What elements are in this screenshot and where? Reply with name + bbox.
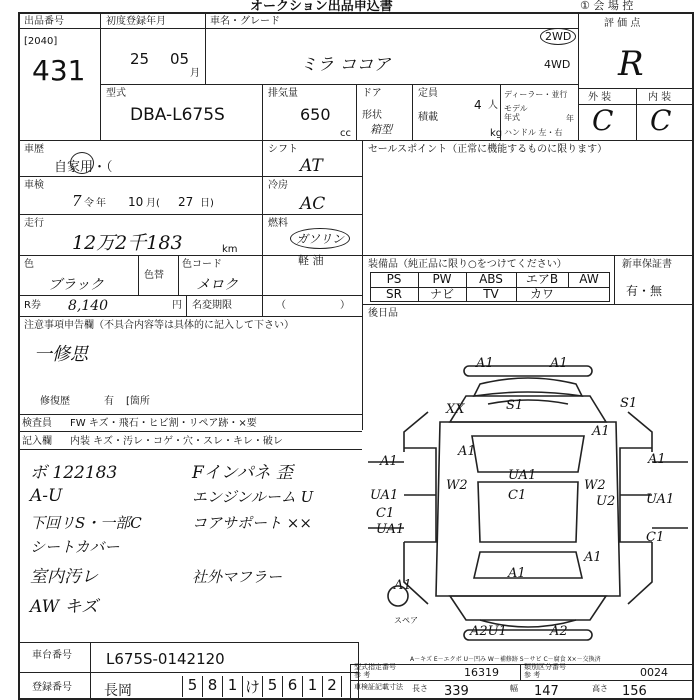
height-value: 156 xyxy=(622,684,647,699)
car-damage-diagram xyxy=(368,352,688,648)
handwritten-left-2: A-U xyxy=(30,486,63,506)
registration-month: 05 xyxy=(170,50,190,68)
damage-label: W2 xyxy=(584,478,606,493)
divider xyxy=(18,176,362,177)
equipment-pw: PW xyxy=(432,272,452,286)
plate-digit: 1 xyxy=(222,676,242,697)
handwritten-right-1: Fインパネ 歪 xyxy=(192,463,294,483)
mileage-label: 走行 xyxy=(24,218,44,229)
plate-label: 登録番号 xyxy=(32,682,72,693)
divider xyxy=(18,28,578,29)
class-label: 類別区分番号 xyxy=(524,663,566,671)
inspection-month-unit: 月( xyxy=(146,198,160,209)
divider xyxy=(18,140,694,141)
lot-number: 431 xyxy=(32,54,86,87)
name-change-label: 名変期限 xyxy=(192,300,232,311)
shape-ref-value: 16319 xyxy=(464,666,499,679)
damage-label: A1 xyxy=(458,444,476,459)
damage-label: S1 xyxy=(620,396,638,411)
recycle-label: R券 xyxy=(24,300,41,311)
height-label: 高さ xyxy=(592,684,608,693)
repair-location: [箇所 xyxy=(126,396,150,407)
divider xyxy=(18,414,362,415)
shape-label: 形状 xyxy=(362,110,382,121)
lot-code: [2040] xyxy=(24,36,58,47)
divider xyxy=(362,304,694,305)
drive-2wd: 2WD xyxy=(540,28,576,45)
fuel-label: 燃料 xyxy=(268,218,288,229)
damage-label: A1 xyxy=(550,356,568,371)
divider xyxy=(262,140,263,316)
damage-label: A1 xyxy=(380,454,398,469)
plate-digit: 1 xyxy=(302,676,322,697)
plate-digit: 5 xyxy=(182,676,202,697)
exterior-value: C xyxy=(592,104,614,137)
damage-label: U2 xyxy=(596,494,616,509)
type-label: 型式 xyxy=(106,88,126,99)
damage-label: UA1 xyxy=(376,522,405,537)
plate-digit: 5 xyxy=(262,676,282,697)
sales-point-label: セールスポイント（正常に機能するものに限ります） xyxy=(368,144,608,155)
load-unit: kg xyxy=(490,128,503,139)
chassis-label: 車台番号 xyxy=(32,650,72,661)
spare-label: スペア xyxy=(394,616,418,625)
rear-seat-label: 後日品 xyxy=(368,308,398,319)
damage-label: C1 xyxy=(508,488,527,503)
damage-label: S1 xyxy=(506,398,524,413)
mileage-unit: km xyxy=(222,244,238,255)
damage-label: A1 xyxy=(584,550,602,565)
width-label: 幅 xyxy=(510,684,518,693)
recycle-value: 8,140 xyxy=(68,298,109,314)
divider xyxy=(90,642,91,700)
inspection-year-unit: 年 xyxy=(96,198,106,209)
equipment-navi: ナビ xyxy=(429,287,454,301)
registration-month-unit: 月 xyxy=(190,68,200,79)
ac-value: AC xyxy=(300,194,326,214)
drive-4wd: 4WD xyxy=(544,58,571,71)
damage-label: A1 xyxy=(476,356,494,371)
divider xyxy=(18,316,362,317)
shape-ref-label: 型式指定番号 xyxy=(354,663,396,671)
damage-label: C1 xyxy=(646,530,665,545)
interior-label: 内 装 xyxy=(648,92,672,103)
grade-value: R xyxy=(618,44,644,84)
handwritten-left-3: 下回リS・一部C xyxy=(30,514,142,532)
notes-label: 注意事項申告欄（不具合内容等は具体的に記入して下さい） xyxy=(24,320,294,331)
shift-value: AT xyxy=(300,156,323,176)
plate-digit: 6 xyxy=(282,676,302,697)
repair-label: 修復歴 xyxy=(40,396,70,407)
fuel-gasoline: ガソリン xyxy=(290,228,350,249)
capacity-label: 定員 xyxy=(418,88,438,99)
warranty-label: 新車保証書 xyxy=(622,259,672,270)
equipment-label: 装備品（純正品に限り○をつけてください） xyxy=(368,259,567,270)
repair-value: 有 xyxy=(104,396,114,407)
lot-label: 出品番号 xyxy=(24,16,64,27)
usage-label: 車歴 xyxy=(24,144,44,155)
handwritten-right-2: エンジンルーム U xyxy=(192,488,314,506)
length-value: 339 xyxy=(444,684,469,699)
damage-label: A1 xyxy=(508,566,526,581)
divider xyxy=(178,255,179,295)
inspector-label: 検査員 xyxy=(22,418,52,429)
damage-label: UA1 xyxy=(370,488,399,503)
fuel-diesel: 軽 油 xyxy=(298,254,324,267)
divider xyxy=(138,255,139,295)
usage-value: 自家用・（ xyxy=(54,160,113,175)
type-value: DBA-L675S xyxy=(130,105,225,125)
door-label: ドア xyxy=(362,88,382,99)
registration-label: 初度登録年月 xyxy=(106,16,166,27)
form-title: オークション出品申込書 xyxy=(250,0,393,14)
divider xyxy=(636,88,637,140)
grade-label: 評 価 点 xyxy=(604,18,641,29)
mileage-value: 12万2千183 xyxy=(72,232,183,254)
divider xyxy=(205,12,206,84)
divider xyxy=(578,12,579,140)
divider xyxy=(18,672,358,673)
shift-label: シフト xyxy=(268,144,298,155)
model-name-value: ミラ ココア xyxy=(300,55,391,75)
ac-label: 冷房 xyxy=(268,180,288,191)
color-code-label: 色コード xyxy=(182,259,222,270)
damage-label: W2 xyxy=(446,478,468,493)
capacity-value: 4 xyxy=(474,98,482,112)
interior-value: C xyxy=(650,104,672,137)
size-label: 車検証記載寸法 xyxy=(354,683,403,691)
plate-digit: け xyxy=(242,676,262,697)
damage-label: A2U1 xyxy=(470,624,507,639)
displacement-label: 排気量 xyxy=(268,88,298,99)
handwritten-left-6: AW キズ xyxy=(30,597,99,617)
divider xyxy=(100,84,578,85)
damage-label: A1 xyxy=(648,452,666,467)
model-year-unit: 年 xyxy=(566,114,574,123)
color-value: ブラック xyxy=(48,277,104,293)
divider xyxy=(614,255,615,304)
equipment-leather: カワ xyxy=(529,287,554,301)
color-code-value: メロク xyxy=(196,277,238,293)
displacement-value: 650 xyxy=(300,105,331,124)
inspection-era: 令 xyxy=(84,198,94,209)
color-change-label: 色替 xyxy=(144,270,164,281)
load-label: 積載 xyxy=(418,112,438,123)
warranty-value: 有・無 xyxy=(626,284,663,298)
divider xyxy=(18,214,362,215)
damage-label: A1 xyxy=(592,424,610,439)
writer-label: 記入欄 xyxy=(22,436,52,447)
divider xyxy=(100,12,101,140)
model-year-label: モデル年式 xyxy=(504,104,528,122)
damage-label: XX xyxy=(446,402,465,417)
reference-label: 参 考 xyxy=(354,671,371,679)
notes-value: 一修思 xyxy=(34,344,88,365)
model-name-label: 車名・グレード xyxy=(210,16,280,27)
divider xyxy=(356,84,357,140)
handwritten-left-1: ボ 122183 xyxy=(30,463,118,483)
registration-year: 25 xyxy=(130,50,150,68)
equipment-aw: AW xyxy=(579,272,599,286)
damage-legend: A－キズ E－エクボ U－凹み W－補修跡 S－サビ C－腐食 X×－交換済 xyxy=(410,656,601,663)
divider xyxy=(350,680,694,681)
name-change-open: （ xyxy=(276,300,286,311)
divider xyxy=(18,449,362,450)
inspection-day: 27 xyxy=(178,195,194,209)
divider xyxy=(362,255,694,256)
plate-digit-row xyxy=(182,676,342,697)
class-value: 0024 xyxy=(640,666,668,679)
displacement-unit: cc xyxy=(340,128,351,139)
capacity-unit: 人 xyxy=(488,100,498,111)
damage-label: UA1 xyxy=(508,468,537,483)
inspection-month: 10 xyxy=(128,195,144,209)
plate-digit: 8 xyxy=(202,676,222,697)
equipment-abs: ABS xyxy=(479,272,503,286)
divider xyxy=(262,84,263,140)
venue-copy-label: ① 会 場 控 xyxy=(580,0,634,12)
length-label: 長さ xyxy=(412,684,428,693)
equipment-sr: SR xyxy=(386,287,402,301)
damage-label: UA1 xyxy=(646,492,675,507)
exterior-label: 外 装 xyxy=(588,92,612,103)
plate-digit: 2 xyxy=(322,676,342,697)
equipment-tv: TV xyxy=(483,287,499,301)
name-change-close: ） xyxy=(340,300,350,311)
width-value: 147 xyxy=(534,684,559,699)
class-reference-label: 参 考 xyxy=(524,671,541,679)
divider xyxy=(186,295,187,316)
handwritten-right-4: 社外マフラー xyxy=(192,568,283,586)
inspection-label: 車検 xyxy=(24,180,44,191)
plate-region: 長岡 xyxy=(104,683,132,699)
divider xyxy=(412,84,413,140)
damage-label: A2 xyxy=(550,624,568,639)
chassis-value: L675S-0142120 xyxy=(106,650,225,668)
check-row-2: 内装 キズ・汚レ・コゲ・穴・スレ・キレ・破レ xyxy=(70,436,283,447)
handwritten-left-5: 室内汚レ xyxy=(30,567,98,587)
divider xyxy=(18,431,362,432)
handwritten-left-4: シートカバー xyxy=(30,538,120,556)
color-label: 色 xyxy=(24,259,34,270)
inspection-day-unit: 日) xyxy=(200,198,214,209)
recycle-unit: 円 xyxy=(172,300,182,311)
handwritten-right-3: コアサポート ×× xyxy=(192,514,312,532)
damage-label: A1 xyxy=(394,578,412,593)
usage-circle xyxy=(70,152,94,174)
handle-label: ハンドル 左・右 xyxy=(504,128,563,137)
divider xyxy=(18,295,362,296)
inspection-year: 7 xyxy=(72,192,82,210)
check-row-1: FW キズ・飛石・ヒビ割・リペア跡・×要 xyxy=(70,418,257,429)
equipment-airbag: エアB xyxy=(525,272,559,286)
divider xyxy=(362,140,363,430)
shape-value: 箱型 xyxy=(370,123,392,136)
divider xyxy=(18,642,358,643)
equipment-ps: PS xyxy=(386,272,402,286)
dealer-label: ディーラー・並行 xyxy=(504,90,568,99)
divider xyxy=(520,664,521,680)
damage-label: C1 xyxy=(376,506,395,521)
